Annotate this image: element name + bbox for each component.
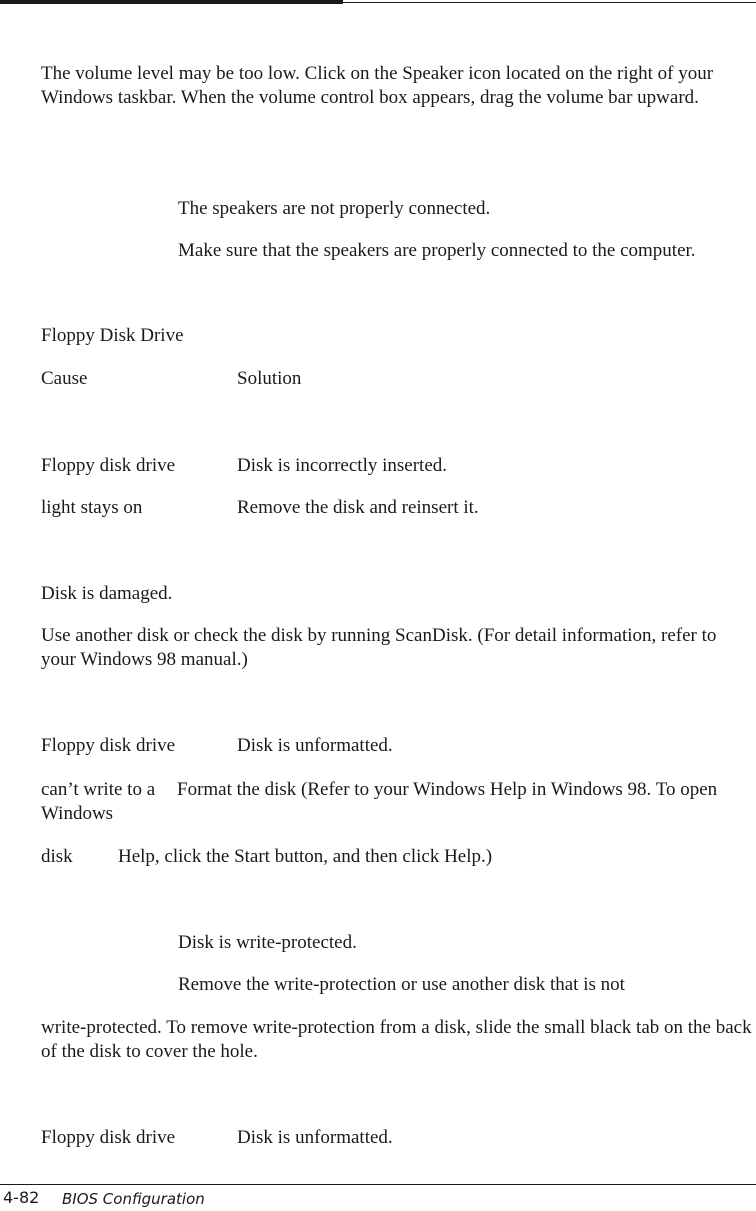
page-number: 4-82 (3, 1188, 40, 1207)
problem-2-solution-line1: Format the disk (Refer to your Windows Help in Windows 98. To open Windows (41, 779, 718, 824)
problem-1-label-line2: light stays on (41, 497, 143, 518)
problem-3-label: Floppy disk drive (41, 1127, 176, 1148)
header-rule-thin (343, 2, 756, 3)
problem-3-cause: Disk is unformatted. (237, 1127, 393, 1148)
problem-1-label-line1: Floppy disk drive (41, 455, 176, 476)
problem-1-solution: Remove the disk and reinsert it. (237, 497, 479, 518)
footer-section-title: BIOS Configuration (62, 1190, 205, 1208)
problem-2-label-line1: Floppy disk drive (41, 735, 176, 756)
intro-paragraph: The volume level may be too low. Click on the Speaker icon located on the right of your Windows taskbar. When the volume control box appears, drag the volume bar upward. (41, 63, 714, 108)
section-heading: Floppy Disk Drive (41, 325, 184, 346)
problem-2-cause-2: Disk is write-protected. (178, 932, 357, 953)
problem-1-solution-2: Use another disk or check the disk by running ScanDisk. (For detail information, refer to your Windows 98 manual.) (41, 625, 717, 670)
problem-2-label-line3: disk (41, 846, 73, 867)
problem-2-cause: Disk is unformatted. (237, 735, 393, 756)
problem-1-cause-2: Disk is damaged. (41, 583, 173, 604)
column-header-cause: Cause (41, 368, 88, 389)
speaker-cause: The speakers are not properly connected. (178, 198, 491, 219)
problem-1-cause: Disk is incorrectly inserted. (237, 455, 448, 476)
problem-2-solution-line2: Help, click the Start button, and then click Help.) (118, 846, 493, 867)
problem-2-solution-2-line1: Remove the write-protection or use another disk that is not (178, 974, 625, 995)
footer-rule (0, 1184, 756, 1185)
column-header-solution: Solution (237, 368, 302, 389)
speaker-solution: Make sure that the speakers are properly connected to the computer. (178, 240, 696, 261)
problem-2-label-line2: can’t write to a (41, 779, 156, 800)
problem-2-solution-2-rest: write-protected. To remove write-protection from a disk, slide the small black tab on the back of the disk to cover the hole. (41, 1017, 752, 1062)
header-rule-thick (0, 0, 343, 4)
